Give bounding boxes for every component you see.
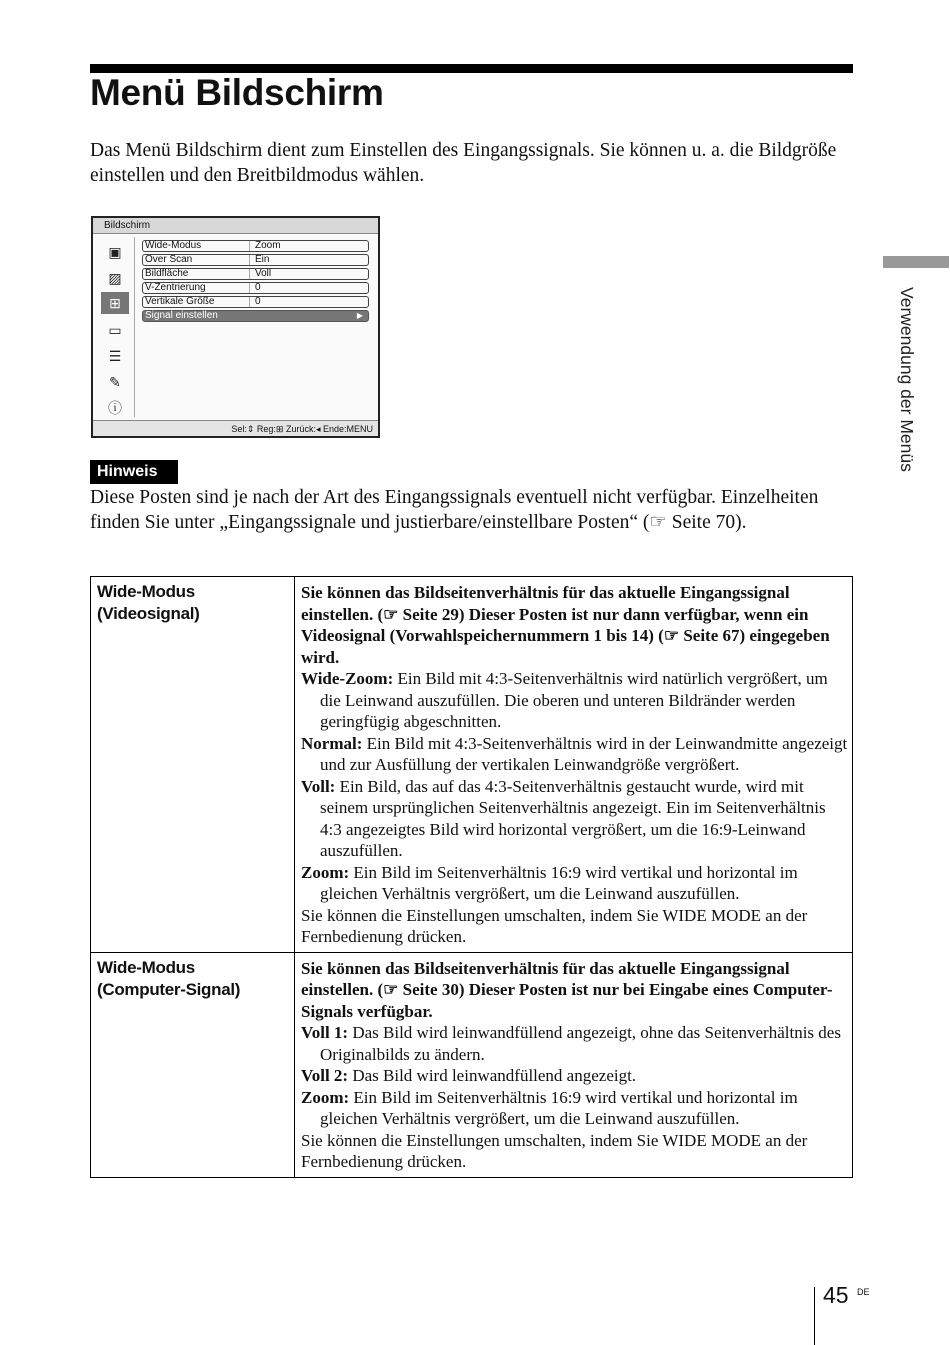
table-row [91,952,853,1177]
option-item [301,1022,848,1065]
setting-description [295,577,853,953]
option-item [301,1087,848,1130]
menu-row [142,240,369,252]
option-item [301,862,848,905]
intro-paragraph: Das Menü Bildschirm dient zum Einstellen des Eingangssignals. Sie können u. a. die Bildgröße einstellen und den Breitbildmodus wählen. [90,140,837,186]
page-language: DE [857,1287,870,1297]
section-tab-marker [883,256,949,268]
option-text: Ein Bild, das auf das 4:3-Seitenverhältnis gestaucht wurde, wird mit seinem ursprünglichen Seitenverhältnis angezeigt. Ein im Seitenverhältnis 4:3 angezeigtes Bild wird horizontal vergrößert, um die 16:9-Leinwand auszufüllen. [320,776,826,860]
option-term: Zoom: [301,1087,350,1107]
page-number: 45 [823,1282,849,1308]
option-term: Voll 2: [301,1066,349,1085]
menu-footer-hint: Sel:⇕ Reg:⊞ Zurück:◂ Ende:MENU [93,420,378,436]
option-term: Wide-Zoom: [301,669,394,688]
menu-row-selected [142,310,369,322]
table-row [91,577,853,953]
option-text: Ein Bild im Seitenverhältnis 16:9 wird vertikal und horizontal im gleichen Verhältnis vergrößert, um die Leinwand auszufüllen. [320,862,798,903]
menu-row [142,282,369,294]
menu-row [142,254,369,266]
menu-icon-column [97,237,135,417]
menu-row-value: Voll [255,268,272,279]
settings-table [90,576,853,1178]
description-lead: Sie können das Bildseitenverhältnis für das aktuelle Eingangssignal einstellen. (☞ Seite 30) Dieser Posten ist nur bei Eingabe eines Computer-Signals verfügbar. [301,958,833,1021]
option-term: Voll 1: [301,1023,349,1042]
setting-name-line: Wide-Modus [97,582,195,601]
setting-name-line: (Computer-Signal) [97,979,241,999]
menu-row-name: Signal einstellen [145,310,218,321]
option-item [301,776,848,862]
menu-row-name: Vertikale Größe [145,296,215,307]
description-tail: Sie können die Einstellungen umschalten, indem Sie WIDE MODE an der Fernbedienung drücken. [301,905,808,946]
option-item [301,733,848,776]
option-text: Das Bild wird leinwandfüllend angezeigt, ohne das Seitenverhältnis des Originalbilds zu ändern. [320,1023,841,1064]
setting-name-line: (Videosignal) [97,604,200,623]
menu-screenshot [91,216,380,438]
menu-row-name: Wide-Modus [145,240,202,251]
page-title: Menü Bildschirm [90,72,384,113]
menu-row-value: Ein [255,254,270,265]
info-icon: ⓘ [108,400,122,416]
picture-adjust-icon: ▨ [108,269,122,286]
description-lead: Sie können das Bildseitenverhältnis für das aktuelle Eingangssignal einstellen. (☞ Seite 29) Dieser Posten ist nur dann verfügbar, wenn ein Videosignal (Vorwahlspeichernummern 1 bis 14) (☞ Seite 67) eingegeben wird. [301,583,830,667]
menu-row [142,296,369,308]
menu-row-value: Zoom [255,240,281,251]
setting-description [295,952,853,1177]
menu-header: Bildschirm [93,218,378,234]
note-text: Diese Posten sind je nach der Art des Eingangssignals eventuell nicht verfügbar. Einzelheiten finden Sie unter „Eingangssignale und justierbare/einstellbare Posten“ (☞ Seite 70). [90,487,819,533]
note-badge: Hinweis [90,460,178,484]
chevron-right-icon: ▶ [356,311,363,320]
menu-list-icon: ☰ [108,347,122,364]
setting-name [91,952,295,1177]
setting-name-line: Wide-Modus [97,957,195,977]
setup-icon: ▭ [108,321,122,338]
menu-row-value: 0 [255,282,261,293]
picture-icon: ▣ [108,243,122,260]
section-side-label: Verwendung der Menüs [897,287,917,472]
option-term: Zoom: [301,862,350,882]
footer-rule [814,1287,815,1345]
option-item [301,1065,848,1087]
option-term: Normal: [301,733,363,753]
wrench-icon: ✎ [109,373,121,390]
option-text: Das Bild wird leinwandfüllend angezeigt. [348,1066,637,1085]
option-text: Ein Bild mit 4:3-Seitenverhältnis wird natürlich vergrößert, um die Leinwand auszufüllen. Die oberen und unteren Bildränder werden geringfügig abgeschnitten. [320,669,828,731]
menu-row [142,268,369,280]
menu-row-name: V-Zentrierung [145,282,206,293]
option-text: Ein Bild mit 4:3-Seitenverhältnis wird in der Leinwandmitte angezeigt und zur Ausfüllung der vertikalen Leinwandgröße vergrößert. [320,733,848,774]
option-text: Ein Bild im Seitenverhältnis 16:9 wird vertikal und horizontal im gleichen Verhältnis vergrößert, um die Leinwand auszufüllen. [320,1087,798,1128]
menu-row-name: Bildfläche [145,268,189,279]
menu-row-value: 0 [255,296,261,307]
description-tail: Sie können die Einstellungen umschalten, indem Sie WIDE MODE an der Fernbedienung drücken. [301,1130,808,1171]
screen-icon: ⊞ [101,292,129,314]
option-term: Voll: [301,776,336,796]
setting-name [91,577,295,953]
option-item [301,668,848,733]
menu-row-name: Over Scan [145,254,193,265]
